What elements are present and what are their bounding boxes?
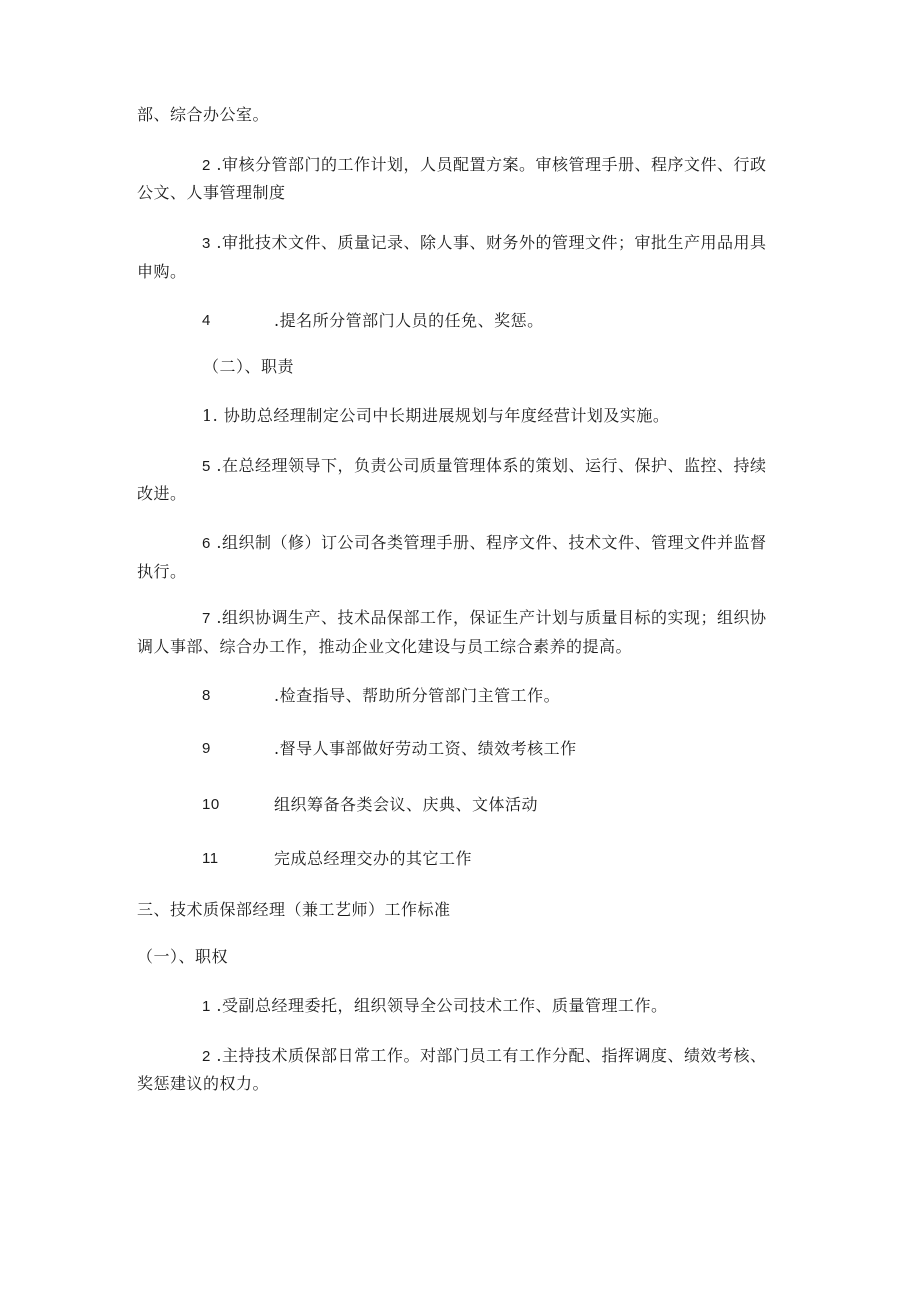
paragraph-text: .主持技术质保部日常工作。对部门员工有工作分配、指挥调度、绩效考核、 — [210, 1046, 767, 1065]
item-number: 5 — [202, 458, 211, 475]
section-heading-3 — [137, 899, 451, 921]
paragraph-text: .审批技术文件、质量记录、除人事、财务外的管理文件；审批生产用品用具 — [210, 233, 767, 252]
subheading-authority — [137, 946, 228, 968]
duty-item-1 — [202, 405, 669, 427]
paragraph-text: .组织协调生产、技术品保部工作，保证生产计划与质量目标的实现；组织协 — [210, 608, 767, 627]
paragraph-text: .检查指导、帮助所分管部门主管工作。 — [274, 686, 561, 705]
duty-item-9 — [202, 738, 702, 760]
item-number: 6 — [202, 535, 211, 552]
item-number: 10 — [202, 796, 220, 813]
paragraph-text: 奖惩建议的权力。 — [137, 1074, 270, 1093]
item-number: 7 — [202, 610, 211, 627]
paragraph-text: .组织制（修）订公司各类管理手册、程序文件、技术文件、管理文件并监督 — [210, 533, 767, 552]
item-number: 3 — [202, 235, 211, 252]
paragraph-text: .受副总经理委托，组织领导全公司技术工作、质量管理工作。 — [210, 996, 668, 1015]
duty-item-6-line2 — [137, 561, 187, 583]
authority-item-2 — [202, 1045, 767, 1068]
paragraph-text: .提名所分管部门人员的任免、奖惩。 — [274, 311, 544, 330]
paragraph-text: .审核分管部门的工作计划，人员配置方案。审核管理手册、程序文件、行政 — [210, 155, 767, 174]
duty-item-11 — [202, 848, 702, 870]
item-number: 1 — [202, 998, 211, 1015]
paragraph-text: 改进。 — [137, 484, 187, 503]
duty-item-7 — [202, 607, 767, 630]
item-number: 9 — [202, 740, 211, 757]
item-number: 4 — [202, 312, 211, 329]
item-number: 8 — [202, 687, 211, 704]
paragraph-item-3 — [202, 232, 767, 255]
paragraph-text: 部、综合办公室。 — [137, 105, 270, 124]
paragraph-text: 调人事部、综合办工作，推动企业文化建设与员工综合素养的提高。 — [137, 637, 633, 656]
paragraph-text: 1. 协助总经理制定公司中长期进展规划与年度经营计划及实施。 — [202, 406, 670, 425]
paragraph-item-2 — [202, 154, 767, 177]
item-number: 2 — [202, 1048, 211, 1065]
paragraph-item-2-line2 — [137, 182, 286, 204]
subheading-duties — [203, 356, 294, 378]
authority-item-2-line2 — [137, 1073, 269, 1095]
paragraph-text: .督导人事部做好劳动工资、绩效考核工作 — [274, 739, 577, 758]
duty-item-5-line2 — [137, 483, 187, 505]
heading-text: （一）、职权 — [137, 947, 229, 966]
duty-item-7-line2 — [137, 636, 632, 658]
heading-text: 三、技术质保部经理（兼工艺师）工作标准 — [137, 900, 451, 919]
duty-item-5 — [202, 455, 767, 478]
duty-item-6 — [202, 532, 767, 555]
paragraph-continuation — [137, 104, 269, 126]
authority-item-1 — [202, 995, 668, 1018]
paragraph-text: 申购。 — [137, 262, 187, 281]
duty-item-10 — [202, 794, 702, 816]
item-number: 2 — [202, 157, 211, 174]
duty-item-8 — [202, 685, 702, 707]
paragraph-text: 完成总经理交办的其它工作 — [274, 849, 473, 868]
paragraph-item-4 — [202, 310, 702, 332]
item-number: 11 — [202, 850, 219, 867]
paragraph-item-3-line2 — [137, 261, 187, 283]
heading-text: （二）、职责 — [203, 357, 295, 376]
paragraph-text: 公文、人事管理制度 — [137, 183, 286, 202]
paragraph-text: 执行。 — [137, 562, 187, 581]
paragraph-text: .在总经理领导下，负责公司质量管理体系的策划、运行、保护、监控、持续 — [210, 456, 767, 475]
paragraph-text: 组织筹备各类会议、庆典、文体活动 — [274, 795, 539, 814]
